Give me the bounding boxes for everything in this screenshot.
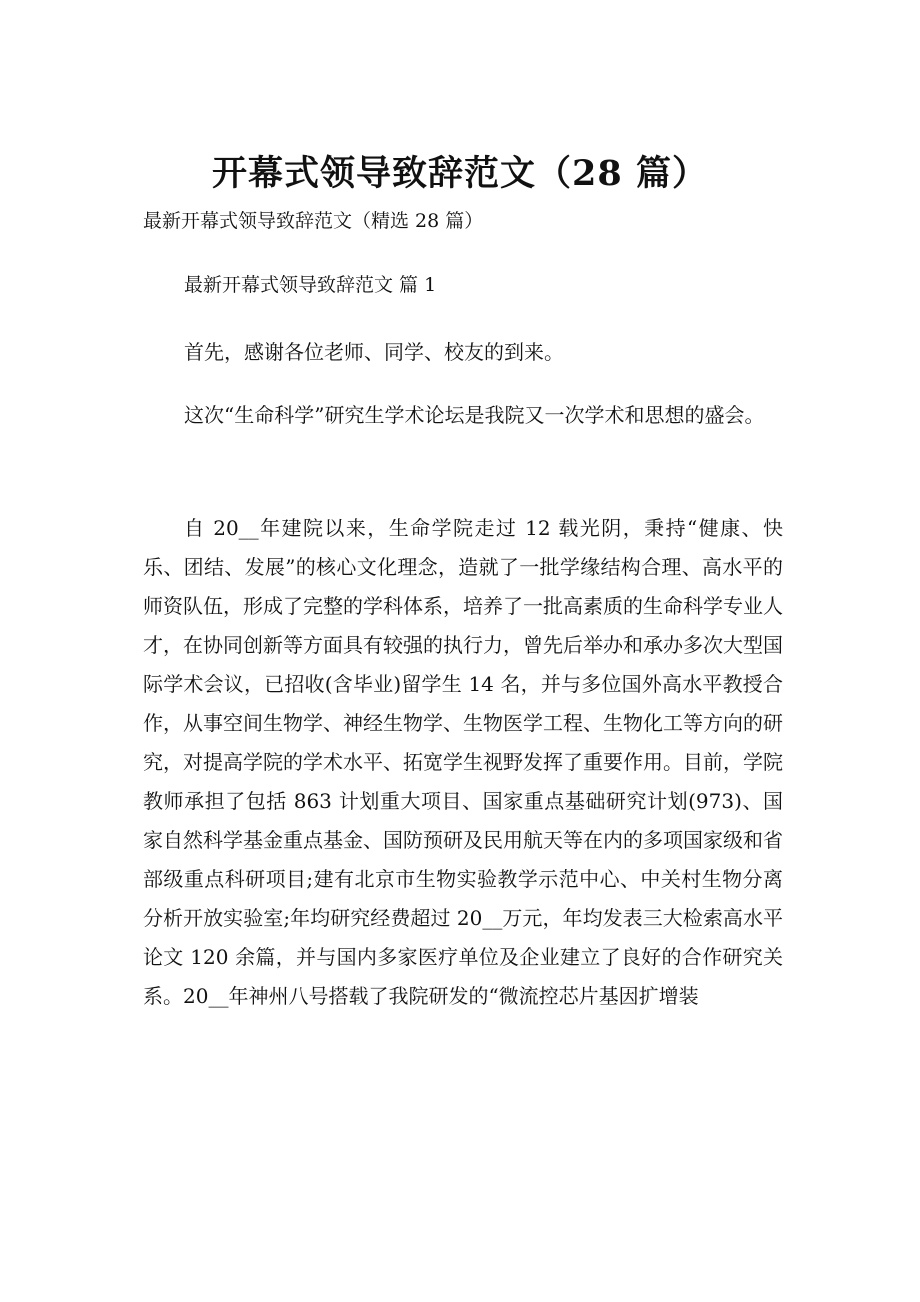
document-subtitle: 最新开幕式领导致辞范文（精选 28 篇） xyxy=(143,210,484,232)
document-title: 开幕式领导致辞范文（28 篇） xyxy=(212,153,708,194)
section-heading: 最新开幕式领导致辞范文 篇 1 xyxy=(184,274,437,296)
paragraph-forum-intro: 这次“生命科学”研究生学术论坛是我院又一次学术和思想的盛会。 xyxy=(184,403,765,427)
paragraph-greeting: 首先，感谢各位老师、同学、校友的到来。 xyxy=(184,340,564,364)
paragraph-college-history: 自 20__年建院以来，生命学院走过 12 载光阴，秉持“健康、快乐、团结、发展”的核心文化理念，造就了一批学缘结构合理、高水平的师资队伍，形成了完整的学科体系，培养了一批高素质的生命科学专业人才，在协同创新等方面具有较强的执行力，曾先后举办和承办多次大型国际学术会议，已招收(含毕业)留学生 14 名，并与多位国外高水平教授合作，从事空间生物学、神经生物学、生物医学工程、生物化工等方向的研究，对提高学院的学术水平、拓宽学生视野发挥了重要作用。目前，学院教师承担了包括 863 计划重大项目、国家重点基础研究计划(973)、国家自然科学基金重点基金、国防预研及民用航天等在内的多项国家级和省部级重点科研项目;建有北京市生物实验教学示范中心、中关村生物分离分析开放实验室;年均研究经费超过 20__万元，年均发表三大检索高水平论文 120 余篇，并与国内多家医疗单位及企业建立了良好的合作研究关系。20__年神州八号搭载了我院研发的“微流控芯片基因扩增装 xyxy=(143,516,783,1008)
